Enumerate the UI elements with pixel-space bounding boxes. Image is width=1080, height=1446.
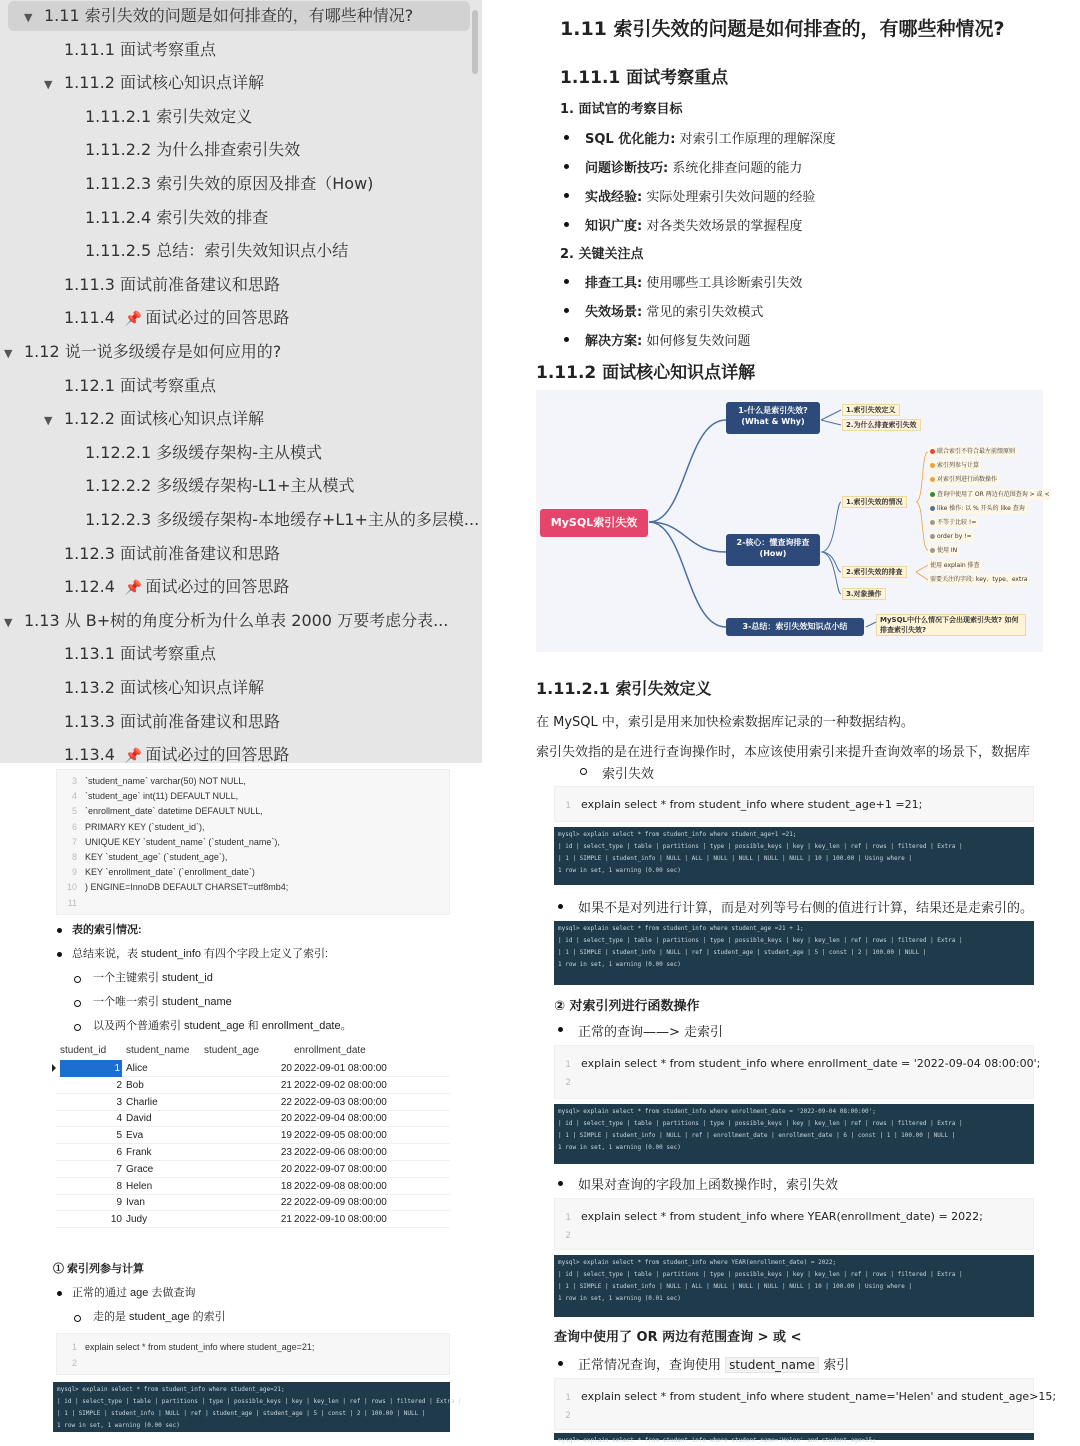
leaf-marker-icon (930, 477, 935, 482)
query-code-2 (554, 1045, 1041, 1099)
mindmap-leaf (928, 503, 1027, 514)
toc-item[interactable] (0, 707, 470, 737)
inline-code: student_name (725, 1357, 819, 1373)
bullet (564, 193, 569, 198)
line-number: 1 (565, 1213, 571, 1223)
toc-item-label: 1.12.2.2 多级缓存架构-L1+主从模式 (85, 476, 355, 496)
mindmap-sub: 2.索引失效的排查 (842, 566, 907, 578)
line-number: 6 (71, 821, 77, 832)
toc-item-label: 1.12.2.1 多级缓存架构-主从模式 (85, 442, 323, 462)
bullet-value: 实际处理索引失效问题的经验 (646, 190, 816, 205)
toc-item-label: 1.11.2.2 为什么排查索引失效 (85, 140, 301, 160)
bullet (564, 279, 569, 284)
table-cell[interactable]: 19 (280, 1130, 292, 1142)
mindmap-sub: 3.对象操作 (842, 588, 886, 600)
toc-item[interactable] (0, 203, 470, 233)
toc-item[interactable] (0, 471, 470, 501)
mindmap-leaf (928, 545, 959, 556)
definition-2: 索引失效指的是在进行查询操作时，本应该使用索引来提升查询效率的场景下，数据库 (536, 745, 1031, 760)
line-number: 8 (71, 852, 77, 862)
terminal-line: 1 row in set, 1 warning (0.00 sec) (558, 867, 681, 874)
mindmap-node-how: 2-核心：懂查询排查 (How) (726, 534, 820, 566)
code-text: KEY `enrollment_date` (`enrollment_date`) (85, 867, 255, 878)
bullet-item (585, 272, 802, 291)
create-table-code (56, 769, 450, 915)
line-number: 2 (565, 1231, 571, 1241)
table-cell[interactable]: 2022-09-05 08:00:00 (294, 1130, 387, 1142)
table-cell[interactable]: 3 (116, 1096, 122, 1108)
leaf-text: order by != (937, 533, 972, 541)
explain-result-terminal (554, 1433, 1034, 1444)
toc-item-label: 1.11.2.3 索引失效的原因及排查（How) (85, 174, 374, 193)
sub-bullet (74, 976, 81, 983)
code-line (57, 804, 263, 819)
table-cell[interactable]: 2022-09-03 08:00:00 (294, 1096, 387, 1108)
table-row[interactable] (56, 1060, 450, 1077)
section-index-calc: ① 索引列参与计算 (53, 1263, 145, 1275)
bullet-key: SQL 优化能力: (585, 132, 676, 147)
terminal-line: 1 row in set, 1 warning (0.00 sec) (57, 1422, 180, 1429)
leaf-text: 索引列参与计算 (937, 462, 980, 470)
index-summary: 总结来说，表 student_info 有四个字段上定义了索引: (72, 948, 329, 960)
leaf-marker-icon (930, 520, 935, 525)
query-code-1 (554, 786, 1034, 822)
mindmap-sub: 1.索引失效的情况 (842, 496, 907, 508)
bullet-value: 系统化排查问题的能力 (672, 161, 803, 176)
expand-toggle-icon[interactable]: ▼ (44, 78, 53, 92)
leaf-marker-icon (930, 492, 935, 497)
index-normal: 以及两个普通索引 student_age 和 enrollment_date。 (93, 1020, 352, 1032)
line-number: 5 (71, 806, 77, 817)
line-number: 2 (565, 1078, 571, 1088)
terminal-line: | 1 | SIMPLE | student_info | NULL | ref | student_age | student_age | 5 | const | 2 | 100.00 | NULL | (57, 1410, 426, 1417)
table-cell[interactable]: 22 (280, 1096, 292, 1108)
table-cell[interactable]: Frank (126, 1147, 152, 1158)
table-row[interactable] (56, 1077, 450, 1094)
toc-item[interactable] (0, 303, 470, 333)
toc-item[interactable] (0, 371, 470, 401)
sub-bullet (74, 1024, 81, 1031)
code-text: explain select * from student_info where enrollment_date = '2022-09-04 08:00:00'; (581, 1057, 1041, 1070)
mindmap-sub: 2.为什么排查索引失效 (842, 419, 921, 431)
explain-result-terminal (554, 921, 1034, 985)
table-row[interactable] (56, 1178, 450, 1195)
toc-panel (0, 0, 482, 763)
age-query-note: 正常的通过 age 去做查询 (72, 1287, 196, 1299)
index-primary: 一个主键索引 student_id (93, 972, 213, 984)
terminal-line: mysql> explain select * from student_info where student_age =21 + 1; (558, 925, 804, 932)
toc-item[interactable] (0, 102, 470, 132)
bullet-value: 常见的索引失效模式 (646, 305, 764, 320)
toc-item-label: 面试必过的回答思路 (145, 308, 290, 328)
bullet (558, 904, 563, 909)
section-function: ② 对索引列进行函数操作 (554, 999, 700, 1014)
left-document (0, 763, 482, 1440)
table-row[interactable] (56, 1110, 450, 1127)
leaf-text: like 操作: 以 % 开头的 like 查询 (937, 504, 1025, 512)
bullet-value: 对各类失效场景的掌握程度 (646, 219, 803, 234)
table-cell[interactable]: 22 (280, 1197, 292, 1209)
toc-item-label: 1.11.2 面试核心知识点详解 (64, 73, 264, 93)
table-cell[interactable]: 2022-09-01 08:00:00 (294, 1063, 387, 1074)
mindmap-diagram (536, 390, 1050, 652)
toc-item[interactable] (0, 673, 470, 703)
mindmap-leaf (928, 474, 999, 485)
or-normal-text: 正常情况查询，查询使用 (578, 1358, 722, 1373)
mindmap-leaf: 需要关注的字段: key、type、extra (930, 576, 1028, 583)
toc-item-label: 1.12.2.3 多级缓存架构-本地缓存+L1+主从的多层模... (85, 510, 480, 529)
mindmap-sub: 1.索引失效定义 (842, 404, 900, 416)
code-text: ) ENGINE=InnoDB DEFAULT CHARSET=utf8mb4; (85, 882, 289, 893)
toc-item-label: 1.11 索引失效的问题是如何排查的，有哪些种情况? (44, 6, 414, 25)
query-code-4 (554, 1378, 1057, 1430)
column-header[interactable]: enrollment_date (294, 1045, 366, 1056)
expand-toggle-icon[interactable]: ▼ (44, 414, 53, 428)
explain-result-terminal (554, 827, 1034, 885)
bullet (558, 1181, 563, 1186)
terminal-line: mysql> explain select * from student_info where student_age=21; (57, 1386, 285, 1393)
table-cell[interactable]: Helen (126, 1180, 153, 1192)
terminal-line: 1 row in set, 1 warning (0.01 sec) (558, 1295, 681, 1302)
normal-query-note: 正常的查询——> 走索引 (578, 1025, 724, 1040)
terminal-line: | id | select_type | table | partitions | type | possible_keys | key | key_len | ref | rows | filtered | Extra | (558, 1120, 963, 1127)
table-cell[interactable]: 8 (116, 1180, 122, 1192)
bullet (57, 952, 62, 957)
line-number: 1 (565, 1393, 571, 1403)
table-cell[interactable]: 18 (280, 1180, 292, 1192)
sub-bullet (74, 1000, 81, 1007)
terminal-line: | 1 | SIMPLE | student_info | NULL | ref | enrollment_date | enrollment_date | 6 | const | 1 | 100.00 | NULL | (558, 1132, 956, 1139)
pin-icon: 📌 (124, 580, 143, 597)
bullet-value: 如何修复失效问题 (646, 334, 751, 349)
toc-item[interactable] (0, 539, 470, 569)
table-cell[interactable]: 20 (280, 1113, 292, 1125)
mindmap-leaf (928, 517, 978, 528)
heading-1112: 1.11.2 面试核心知识点详解 (536, 363, 756, 383)
toc-item-label: 1.13 从 B+树的角度分析为什么单表 2000 万要考虑分表... (24, 610, 449, 630)
terminal-line: 1 row in set, 1 warning (0.00 sec) (558, 1144, 681, 1151)
toc-item[interactable] (0, 639, 470, 669)
section-or-range: 查询中使用了 OR 两边有范围查询 > 或 < (554, 1330, 802, 1345)
toc-item[interactable] (0, 236, 470, 266)
mindmap-leaf (928, 460, 981, 471)
mindmap-leaf (928, 531, 974, 542)
table-cell[interactable]: 21 (280, 1079, 292, 1091)
bullet-item (585, 301, 763, 320)
bullet (57, 928, 62, 933)
bullet-item (585, 128, 836, 147)
toc-item[interactable] (0, 68, 470, 98)
bullet-key: 失效场景: (585, 305, 643, 320)
line-number: 1 (565, 801, 571, 811)
leaf-marker-icon (930, 534, 935, 539)
code-text: `enrollment_date` datetime DEFAULT NULL, (85, 806, 263, 817)
code-text: explain select * from student_info where YEAR(enrollment_date) = 2022; (581, 1210, 983, 1223)
right-document (482, 0, 1080, 1444)
table-cell[interactable]: Grace (126, 1163, 154, 1175)
table-cell[interactable]: 5 (116, 1130, 122, 1142)
bullet-key: 解决方案: (585, 334, 643, 349)
code-line (57, 835, 280, 850)
age-index-note: 走的是 student_age 的索引 (93, 1311, 226, 1323)
bullet (558, 1027, 563, 1032)
line-number: 11 (67, 897, 77, 908)
leaf-text: 不等于比较 != (937, 519, 977, 526)
pin-icon: 📌 (124, 311, 143, 328)
toc-item[interactable] (0, 35, 470, 65)
mindmap-leaf: 使用 explain 排查 (930, 562, 980, 569)
toc-item-label: 1.13.2 面试核心知识点详解 (64, 678, 264, 697)
toc-item-number: 1.12.4 (64, 577, 115, 597)
line-number: 9 (71, 867, 77, 878)
table-row[interactable] (56, 1144, 450, 1161)
column-header[interactable]: student_id (60, 1045, 107, 1056)
definition-1: 在 MySQL 中，索引是用来加快检索数据库记录的一种数据结构。 (536, 715, 914, 730)
terminal-line: mysql> explain select * from student_info where YEAR(enrollment_date) = 2022; (558, 1259, 837, 1266)
table-cell[interactable]: 6 (116, 1147, 122, 1158)
leaf-marker-icon (930, 463, 935, 468)
table-row[interactable] (56, 1161, 450, 1178)
row-pointer-icon (52, 1064, 56, 1072)
toc-item-label: 1.11.2.4 索引失效的排查 (85, 207, 269, 227)
mindmap-leaf (928, 446, 1017, 457)
toc-item-label: 1.11.2.5 总结：索引失效知识点小结 (85, 241, 349, 261)
table-cell[interactable]: 2022-09-07 08:00:00 (294, 1163, 387, 1175)
line-number: 1 (71, 1342, 77, 1352)
line-number: 2 (565, 1411, 571, 1421)
toc-item-label: 面试必过的回答思路 (145, 745, 290, 765)
toc-item[interactable] (0, 337, 470, 367)
bullet-item (585, 157, 802, 176)
terminal-line: | 1 | SIMPLE | student_info | NULL | ref | student_age | student_age | 5 | const | 2 | 100.00 | NULL | (558, 949, 927, 956)
table-cell[interactable]: Judy (126, 1214, 148, 1226)
bullet-value: 使用哪些工具诊断索引失效 (646, 276, 803, 291)
bullet-key: 知识广度: (585, 219, 643, 234)
terminal-line: | id | select_type | table | partitions | type | possible_keys | key | key_len | ref | rows | filtered | Extra | (558, 937, 963, 944)
expand-toggle-icon[interactable]: ▼ (4, 615, 13, 629)
bullet-key: 问题诊断技巧: (585, 161, 669, 176)
explain-result-terminal (53, 1382, 462, 1432)
table-row[interactable] (56, 1094, 450, 1111)
bullet-item (585, 330, 750, 349)
mindmap-node-summary: 3-总结：索引失效知识点小结 (726, 618, 864, 636)
toc-item-label: 1.11.2.1 索引失效定义 (85, 106, 253, 126)
mindmap-sub: MySQL中什么情况下会出现索引失效? 如何排查索引失效? (876, 614, 1026, 636)
heading-11121: 1.11.2.1 索引失效定义 (536, 679, 712, 698)
toc-item[interactable] (0, 606, 470, 636)
table-cell[interactable]: 10 (110, 1214, 122, 1226)
terminal-line: mysql> explain select * from student_info where student_age+1 =21; (558, 831, 797, 838)
line-number: 3 (71, 776, 77, 786)
explain-result-terminal (554, 1255, 1034, 1317)
pin-icon: 📌 (124, 748, 143, 765)
table-cell[interactable]: 2022-09-04 08:00:00 (294, 1113, 387, 1125)
page-title: 1.11 索引失效的问题是如何排查的，有哪些种情况? (560, 18, 1005, 40)
line-number: 4 (71, 791, 77, 802)
code-text: explain select * from student_info where student_age=21; (85, 1342, 315, 1352)
expand-toggle-icon[interactable]: ▼ (4, 347, 13, 360)
code-text: `student_name` varchar(50) NOT NULL, (85, 776, 246, 786)
terminal-line: 1 row in set, 1 warning (0.00 sec) (558, 961, 681, 968)
table-row[interactable] (56, 1194, 450, 1211)
leaf-marker-icon (930, 449, 935, 454)
toc-item[interactable] (8, 1, 470, 31)
toc-item[interactable] (0, 270, 470, 300)
index-unique: 一个唯一索引 student_name (93, 996, 232, 1008)
toc-item-label: 1.12.1 面试考察重点 (64, 375, 216, 395)
mindmap-node-what: 1-什么是索引失效? (What & Why) (726, 402, 820, 434)
bullet-key: 排查工具: (585, 276, 643, 291)
expand-toggle-icon[interactable]: ▼ (24, 11, 33, 24)
table-cell[interactable]: 9 (116, 1197, 122, 1209)
mindmap-root: MySQL索引失效 (540, 509, 648, 537)
table-cell[interactable]: Eva (126, 1130, 144, 1142)
bullet (564, 135, 569, 140)
table-cell[interactable]: 2022-09-08 08:00:00 (294, 1180, 387, 1192)
terminal-line: | 1 | SIMPLE | student_info | NULL | ALL | NULL | NULL | NULL | NULL | 10 | 100.00 | Using where | (558, 855, 913, 862)
mindmap-leaf (928, 489, 1051, 500)
index-heading: 表的索引情况: (72, 924, 142, 936)
line-number: 10 (66, 882, 77, 893)
table-cell[interactable]: David (126, 1113, 152, 1125)
table-cell[interactable]: Ivan (126, 1197, 145, 1209)
bullet-item (585, 186, 815, 205)
toc-item-label: 1.13.1 面试考察重点 (64, 644, 216, 664)
bullet-value: 对索引工作原理的理解深度 (679, 132, 836, 147)
bullet (564, 308, 569, 313)
bullet-item (585, 215, 802, 234)
or-normal-text-end: 索引 (823, 1358, 850, 1373)
table-cell[interactable]: 2022-09-02 08:00:00 (294, 1079, 387, 1091)
line-number: 1 (565, 1060, 571, 1070)
toc-item-label: 1.12 说一说多级缓存是如何应用的? (24, 342, 282, 361)
table-cell[interactable]: 23 (280, 1147, 292, 1158)
line-number: 7 (71, 836, 77, 847)
sub-label-invalid: 索引失效 (602, 767, 655, 782)
column-header[interactable]: student_name (126, 1045, 190, 1056)
leaf-text: 查询中使用了 OR 两边有范围查询 > 或 < (937, 490, 1050, 498)
code-line (57, 865, 255, 880)
explain-result-terminal (554, 1104, 1034, 1164)
table-cell[interactable]: 1 (60, 1060, 122, 1077)
table-cell[interactable]: 21 (280, 1214, 292, 1226)
heading-1111: 1.11.1 面试考察重点 (560, 68, 729, 88)
toc-scrollbar[interactable] (472, 10, 478, 74)
terminal-line: | id | select_type | table | partitions | type | possible_keys | key | key_len | ref | rows | filtered | Extra | (558, 1271, 963, 1278)
code-text: PRIMARY KEY (`student_id`), (85, 821, 205, 832)
toc-item-label: 1.11.1 面试考察重点 (64, 39, 216, 59)
table-cell[interactable]: Bob (126, 1079, 144, 1091)
focus-title: 2. 关键关注点 (560, 247, 644, 262)
toc-item-label: 1.12.3 面试前准备建议和思路 (64, 543, 280, 563)
toc-item-label: 1.13.3 面试前准备建议和思路 (64, 711, 280, 731)
table-cell[interactable]: 20 (280, 1063, 292, 1074)
toc-item-label: 1.11.3 面试前准备建议和思路 (64, 274, 280, 294)
code-text: explain select * from student_info where student_age+1 =21; (581, 798, 923, 811)
table-cell[interactable]: 20 (280, 1163, 292, 1175)
toc-item[interactable] (0, 404, 470, 434)
leaf-marker-icon (930, 548, 935, 553)
line-number: 2 (71, 1358, 77, 1368)
toc-item[interactable] (0, 169, 470, 199)
code-text: explain select * from student_info where student_name='Helen' and student_age>15; (581, 1390, 1057, 1403)
bullet (564, 164, 569, 169)
code-text: KEY `student_age` (`student_age`), (85, 852, 228, 862)
toc-item[interactable] (0, 438, 470, 468)
toc-item-number: 1.13.4 (64, 745, 115, 765)
table-cell[interactable]: 2022-09-06 08:00:00 (294, 1147, 387, 1158)
code-line (57, 880, 288, 895)
terminal-line: | 1 | SIMPLE | student_info | NULL | ALL | NULL | NULL | NULL | NULL | 10 | 100.00 | Using where | (558, 1283, 913, 1290)
leaf-marker-icon (930, 506, 935, 511)
terminal-line: mysql> explain select * from student_info where student_name='Helen' and student_age>15; (558, 1437, 876, 1444)
column-header[interactable]: student_age (204, 1045, 260, 1056)
code-line (57, 820, 205, 835)
table-cell[interactable]: 4 (116, 1113, 122, 1125)
toc-item[interactable] (0, 135, 470, 165)
toc-item-label: 面试必过的回答思路 (145, 577, 290, 597)
table-cell[interactable]: 2 (116, 1079, 122, 1091)
sub-bullet (74, 1315, 81, 1322)
terminal-line: | id | select_type | table | partitions | type | possible_keys | key | key_len | ref | rows | filtered | Extra | (57, 1398, 462, 1405)
leaf-text: 联合索引不符合最左前缀原则 (937, 448, 1016, 455)
table-cell[interactable]: 2022-09-09 08:00:00 (294, 1197, 387, 1209)
bullet (57, 1291, 62, 1296)
table-cell[interactable]: 7 (116, 1163, 122, 1175)
code-text: `student_age` int(11) DEFAULT NULL, (85, 791, 239, 802)
code-line (57, 789, 238, 804)
code-line (57, 896, 85, 911)
table-cell[interactable]: Charlie (126, 1096, 158, 1108)
note-right-side-calc: 如果不是对列进行计算，而是对列等号右侧的值进行计算，结果还是走索引的。 (578, 901, 1034, 916)
or-normal-note (578, 1354, 849, 1373)
terminal-line: mysql> explain select * from student_info where enrollment_date = '2022-09-04 08:00:00'; (558, 1108, 876, 1115)
table-row[interactable] (56, 1211, 450, 1228)
code-line (57, 774, 246, 789)
bullet-key: 实战经验: (585, 190, 643, 205)
code-line (57, 850, 227, 865)
table-row[interactable] (56, 1127, 450, 1144)
toc-item[interactable] (0, 572, 470, 602)
terminal-line: | id | select_type | table | partitions | type | possible_keys | key | key_len | ref | rows | filtered | Extra | (558, 843, 963, 850)
function-invalid-note: 如果对查询的字段加上函数操作时，索引失效 (578, 1178, 839, 1193)
bullet (558, 1361, 563, 1366)
code-text: UNIQUE KEY `student_name` (`student_name`), (85, 836, 280, 847)
query-code-3 (554, 1198, 1034, 1250)
bullet (564, 337, 569, 342)
leaf-text: 对索引列进行函数操作 (937, 476, 998, 484)
toc-item-number: 1.11.4 (64, 308, 115, 328)
sub-bullet (580, 768, 587, 775)
table-cell[interactable]: 2022-09-10 08:00:00 (294, 1214, 387, 1226)
bullet (564, 222, 569, 227)
goal-title: 1. 面试官的考察目标 (560, 102, 683, 117)
table-cell[interactable]: Alice (126, 1063, 148, 1074)
leaf-text: 使用 IN (937, 547, 958, 555)
toc-item-label: 1.12.2 面试核心知识点详解 (64, 409, 264, 429)
age-query-code (56, 1333, 450, 1375)
toc-item[interactable] (0, 505, 480, 535)
